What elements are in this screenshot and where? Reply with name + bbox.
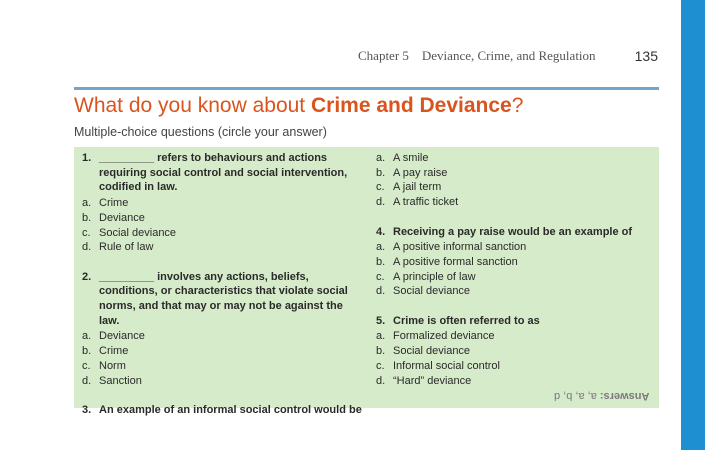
spacer	[82, 255, 364, 270]
option-text: Norm	[99, 359, 126, 372]
option-letter: d.	[82, 374, 92, 387]
title-prefix: What do you know about	[74, 94, 311, 117]
option-letter: b.	[376, 255, 386, 268]
option-text: A pay raise	[393, 166, 448, 179]
option-letter: b.	[376, 166, 386, 179]
question-text: An example of an informal social control would be	[99, 403, 362, 416]
option[interactable]	[376, 240, 654, 255]
option[interactable]	[376, 329, 654, 344]
option[interactable]	[376, 195, 654, 210]
option-text: Formalized deviance	[393, 330, 495, 343]
answer-key-values: a, a, b, d	[553, 390, 600, 402]
option[interactable]	[82, 211, 364, 226]
question-4	[376, 225, 654, 240]
question-2	[82, 270, 364, 329]
option-text: “Hard” deviance	[393, 374, 472, 387]
option[interactable]	[376, 151, 654, 166]
option-letter: a.	[376, 152, 386, 164]
option-text: A smile	[393, 152, 429, 164]
question-3	[82, 403, 364, 418]
option-text: Rule of law	[99, 241, 154, 254]
option-text: Crime	[99, 345, 129, 358]
option-letter: b.	[376, 345, 386, 358]
option-letter: a.	[82, 197, 92, 210]
option-text: Deviance	[99, 211, 145, 224]
question-text: _________ involves any actions, beliefs, conditions, or characteristics that violate social norms, and that may or may not be against the law.	[99, 270, 348, 327]
spacer	[82, 388, 364, 403]
option-letter: c.	[82, 359, 91, 372]
question-number: 5.	[376, 314, 386, 327]
option[interactable]	[82, 196, 364, 211]
question-text: _________ refers to behaviours and actions requiring social control and social intervention, codified in law.	[99, 152, 348, 194]
option-letter: a.	[376, 330, 386, 343]
page-number: 135	[634, 48, 658, 64]
option-text: A positive formal sanction	[393, 255, 518, 268]
question-number: 2.	[82, 270, 92, 283]
question-number: 1.	[82, 152, 92, 164]
option[interactable]	[376, 166, 654, 181]
question-5	[376, 314, 654, 329]
option-letter: a.	[376, 241, 386, 254]
option[interactable]	[82, 359, 364, 374]
option-letter: c.	[376, 270, 385, 283]
option[interactable]	[376, 344, 654, 359]
quiz-left-column	[82, 151, 364, 419]
answer-key-label: Answers:	[599, 390, 649, 402]
option-letter: b.	[82, 345, 92, 358]
title-bold: Crime and Deviance	[310, 94, 512, 117]
option[interactable]	[376, 284, 654, 299]
option[interactable]	[376, 270, 654, 285]
title-suffix: ?	[511, 94, 524, 117]
option-text: Social deviance	[393, 345, 471, 358]
option-text: Social deviance	[393, 285, 471, 298]
side-color-bar	[681, 0, 705, 450]
answer-key	[554, 390, 649, 402]
option-text: Informal social control	[393, 359, 500, 372]
question-number: 3.	[82, 403, 92, 416]
option[interactable]	[376, 255, 654, 270]
option-text: A positive informal sanction	[393, 241, 527, 254]
spacer	[376, 210, 654, 225]
option-letter: d.	[376, 285, 386, 298]
section-title	[74, 94, 523, 118]
option-letter: d.	[82, 241, 92, 254]
title-rule	[74, 87, 659, 90]
chapter-title: Chapter 5 Deviance, Crime, and Regulation	[358, 48, 596, 63]
option[interactable]	[82, 344, 364, 359]
spacer	[376, 299, 654, 314]
running-head	[358, 48, 658, 66]
option-letter: c.	[376, 359, 385, 372]
option[interactable]	[376, 180, 654, 195]
option-text: Sanction	[99, 374, 142, 387]
option[interactable]	[376, 359, 654, 374]
option[interactable]	[82, 374, 364, 389]
option-text: Crime	[99, 197, 129, 210]
option-letter: d.	[376, 196, 386, 209]
question-text: Receiving a pay raise would be an example of	[393, 225, 633, 238]
option[interactable]	[82, 240, 364, 255]
question-number: 4.	[376, 225, 386, 238]
option-letter: c.	[376, 181, 385, 194]
option-letter: c.	[82, 226, 91, 239]
option-letter: b.	[82, 211, 92, 224]
option-letter: a.	[82, 330, 92, 343]
option[interactable]	[376, 374, 654, 389]
section-subtitle: Multiple-choice questions (circle your answer)	[74, 125, 327, 139]
quiz-right-column	[376, 151, 654, 388]
option-letter: d.	[376, 374, 386, 387]
option-text: Social deviance	[99, 226, 177, 239]
quiz-box	[74, 147, 659, 416]
option-text: Deviance	[99, 330, 145, 343]
option[interactable]	[82, 226, 364, 241]
question-1	[82, 151, 364, 195]
question-text: Crime is often referred to as	[393, 314, 540, 327]
option-text: A traffic ticket	[393, 196, 459, 209]
option-text: A jail term	[393, 181, 442, 194]
option[interactable]	[82, 329, 364, 344]
option-text: A principle of law	[393, 270, 476, 283]
